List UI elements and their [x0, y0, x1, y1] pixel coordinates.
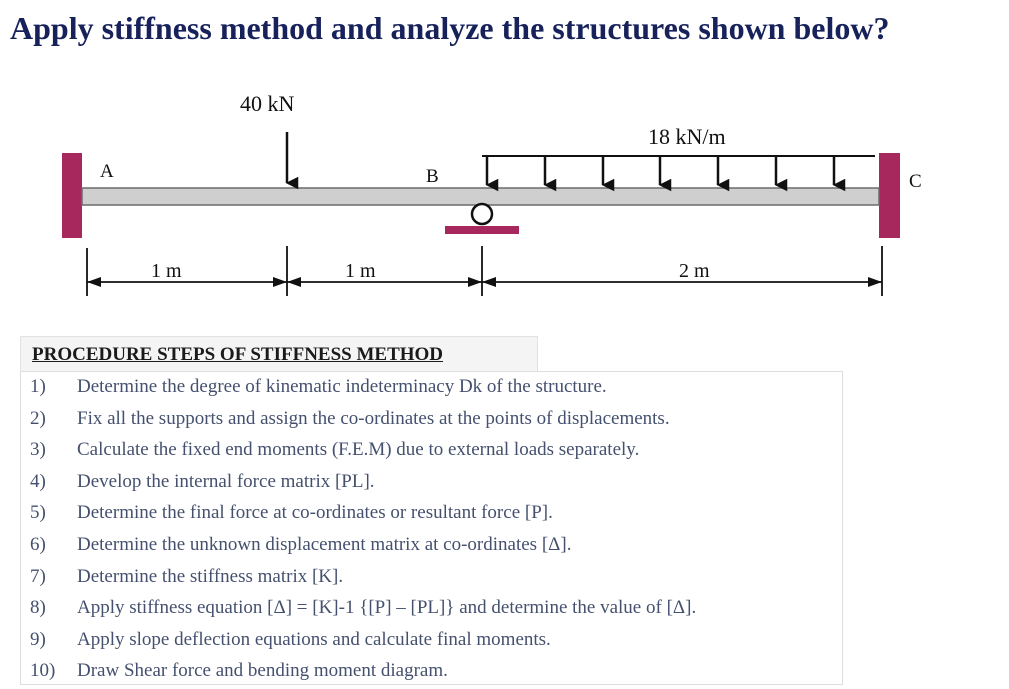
fixed-support-c: [879, 153, 900, 238]
point-load-label: 40 kN: [240, 91, 295, 116]
beam: [82, 188, 879, 205]
step-text: Apply stiffness equation [Δ] = [K]-1 {[P] – [PL]} and determine the value of [Δ].: [77, 597, 697, 619]
fixed-support-a: [62, 153, 82, 238]
roller-support-b: [472, 204, 492, 224]
step-number: 10): [30, 660, 56, 682]
step-text: Determine the stiffness matrix [K].: [77, 565, 344, 587]
node-label-c: C: [909, 171, 922, 192]
dimension-label: 1 m: [151, 260, 182, 282]
step-number: 9): [30, 628, 46, 650]
procedure-heading: PROCEDURE STEPS OF STIFFNESS METHOD: [32, 344, 444, 365]
step-number: 2): [30, 407, 46, 429]
step-text: Determine the unknown displacement matrix at co-ordinates [Δ].: [77, 533, 572, 555]
dimension-label: 1 m: [345, 260, 376, 282]
step-text: Develop the internal force matrix [PL].: [77, 470, 375, 492]
step-number: 1): [30, 376, 46, 397]
step-text: Determine the final force at co-ordinates or resultant force [P].: [77, 502, 553, 524]
step-text: Determine the degree of kinematic indeterminacy Dk of the structure.: [77, 376, 607, 397]
udl-label: 18 kN/m: [648, 124, 726, 149]
page-title: Apply stiffness method and analyze the structures shown below?: [10, 10, 890, 46]
step-text: Fix all the supports and assign the co-ordinates at the points of displacements.: [77, 407, 670, 429]
step-text: Calculate the fixed end moments (F.E.M) due to external loads separately.: [77, 439, 640, 461]
node-label-b: B: [426, 166, 439, 187]
step-number: 8): [30, 597, 46, 619]
step-number: 6): [30, 533, 46, 555]
udl-arrows: [487, 156, 834, 185]
dimension-label: 2 m: [679, 260, 710, 282]
support-base-b: [445, 226, 519, 234]
step-number: 5): [30, 502, 46, 524]
node-label-a: A: [100, 161, 114, 182]
step-number: 7): [30, 565, 46, 587]
step-number: 4): [30, 470, 46, 492]
step-text: Apply slope deflection equations and calculate final moments.: [77, 628, 551, 650]
dimension-lines: [87, 246, 882, 296]
step-text: Draw Shear force and bending moment diagram.: [77, 660, 448, 682]
beam-diagram: [0, 80, 1009, 310]
step-number: 3): [30, 439, 46, 461]
